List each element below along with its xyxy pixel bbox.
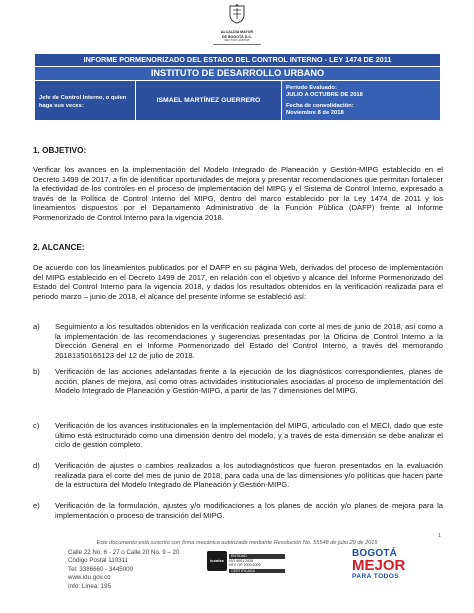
brand-mid: MEJOR (352, 557, 406, 574)
entity-name: INSTITUTO DE DESARROLLO URBANO (35, 66, 440, 80)
periodo-label: Periodo Evaluado: (286, 85, 337, 91)
address-line: Info: Línea: 195 (68, 582, 112, 590)
item-letter: d) (33, 461, 40, 470)
cert-line: ENTIDAD (229, 554, 285, 559)
signature-note: Este documento está suscrito con firma mecánica autorizada mediante Resolución No. 55548 de julio 29 de 2015 (96, 540, 378, 546)
item-text: Verificación de las acciones adelantadas frente a la ejecución de los diagnósticos correspondientes, planes de acción, planes de mejora, así como otras actividades institucionales asociadas al proceso de implementación del Modelo Integrado de Planeación y Gestión-MIPG, a partir de las 7 dimensiones del MIPG. (55, 367, 443, 396)
seal-line-2: DE BOGOTÁ D.C. (222, 35, 252, 39)
period-info (281, 81, 440, 120)
report-title: INFORME PORMENORIZADO DEL ESTADO DEL CONTROL INTERNO - LEY 1474 DE 2011 (35, 54, 440, 66)
objetivo-paragraph: Verificar los avances en la implementación del Modelo Integrado de Planeación y Gestión-MIPG establecido en el Decreto 1499 de 2017, a fin de identificar oportunidades de mejora y presentar recomendaciones que permitan fortalecer la efectividad de los controles en el proceso de implementación del MIPG y el Sistema de Control Interno, expresado a través de la Política de Control Interno del MIPG, dentro del marco establecido por la Ley 1474 de 2011 y los lineamientos dispuestos por el Departamento Administrativo de la Función Pública (DAFP) frente al Informe Pormenorizado de Control Interno para la vigencia 2018. (33, 165, 443, 222)
jefe-label: Jefe de Control Interno, o quien haga sus veces: (35, 81, 135, 120)
item-letter: a) (33, 322, 40, 331)
certification-badge (207, 551, 287, 599)
cert-line: ISO 9001:2008 (229, 558, 254, 563)
footer-address (68, 549, 179, 591)
seal-line-1: ALCALDÍA MAYOR (220, 30, 254, 34)
list-item (33, 322, 443, 360)
item-text: Verificación de la formulación, ajustes y/o modificaciones a los planes de acción y/o planes de mejora para la implementación o proceso de transición del MIPG. (55, 501, 443, 520)
address-line: Calle 22 No. 6 - 27 o Calle 20 No. 9 – 20 (68, 549, 180, 556)
list-item (33, 501, 443, 520)
address-line: Código Postal 110311 (68, 557, 128, 565)
cert-line: CERTIFICADA (229, 569, 285, 574)
certification-text (229, 553, 285, 573)
objetivo-heading: 1. OBJETIVO: (33, 146, 87, 155)
page-number: 1 (438, 533, 442, 539)
periodo-value: JULIO A OCTUBRE DE 2018 (286, 92, 363, 98)
list-item (33, 367, 443, 396)
brand-bottom: PARA TODOS (352, 573, 400, 580)
alcance-heading: 2. ALCANCE: (33, 243, 85, 252)
alcance-intro: De acuerdo con los lineamientos publicados por el DAFP en su página Web, derivados del proceso de implementación del MIPG establecido en el Decreto 1499 de 2017, en relación con el objetivo y alcance del Informe Pormenorizado del Estado del Control Interno para la vigencia 2018, y dados los resultados obtenidos en la verificación realizada para el periodo marzo – junio de 2018, el alcance del presente informe se estableció así: (33, 263, 443, 301)
list-item (33, 461, 443, 490)
report-header-table (35, 54, 440, 120)
item-letter: c) (33, 421, 40, 430)
website-link[interactable]: www.idu.gov.co (68, 574, 111, 582)
bogota-mejor-logo (352, 548, 410, 580)
seal-divider (213, 44, 261, 45)
fecha-value: Noviembre 8 de 2018 (286, 110, 344, 116)
brand-top: BOGOTÁ (352, 548, 398, 559)
address-line: Tel: 3386660 - 3445000 (68, 565, 134, 573)
header-info-row (35, 80, 440, 120)
icontec-logo-icon: icontec (207, 551, 227, 571)
jefe-name: ISMAEL MARTÍNEZ GUERRERO (135, 81, 281, 120)
item-letter: e) (33, 501, 40, 510)
item-text: Verificación de ajustes o cambios realizados a los autodiagnósticos que fueron presentados en la evaluación realizada para el corte del mes de junio de 2018, para cada una de las dimensiones y/o políticas que hacen parte de la estructura del Modelo Integrado de Planeación y Gestión-MIPG. (55, 461, 443, 490)
seal-line-3: SECTOR HÁBITAT (224, 38, 250, 42)
item-letter: b) (33, 367, 40, 376)
item-text: Seguimiento a los resultados obtenidos en la verificación realizada con corte al mes de junio de 2018, así como a la implementación de las recomendaciones y sugerencias presentadas por la Oficina de Control Interno a la Dirección General en el Informe Pormenorizado del Estado del Control Interno, a través del memorando 20181350165123 del 12 de julio de 2018. (55, 322, 443, 360)
list-item (33, 421, 443, 450)
city-seal (206, 4, 268, 44)
fecha-label: Fecha de consolidación: (286, 103, 354, 109)
item-text: Verificación de los avances institucionales en la implementación del MIPG, articulado con el MECI, dado que este último está estructurado como una dimensión dentro del modelo, y a través de esta dimensión se debe analizar el ciclo de gestión completo. (55, 421, 443, 450)
cert-line: NTC GP 1000:2009 (229, 563, 261, 568)
coat-of-arms-icon (226, 4, 248, 24)
